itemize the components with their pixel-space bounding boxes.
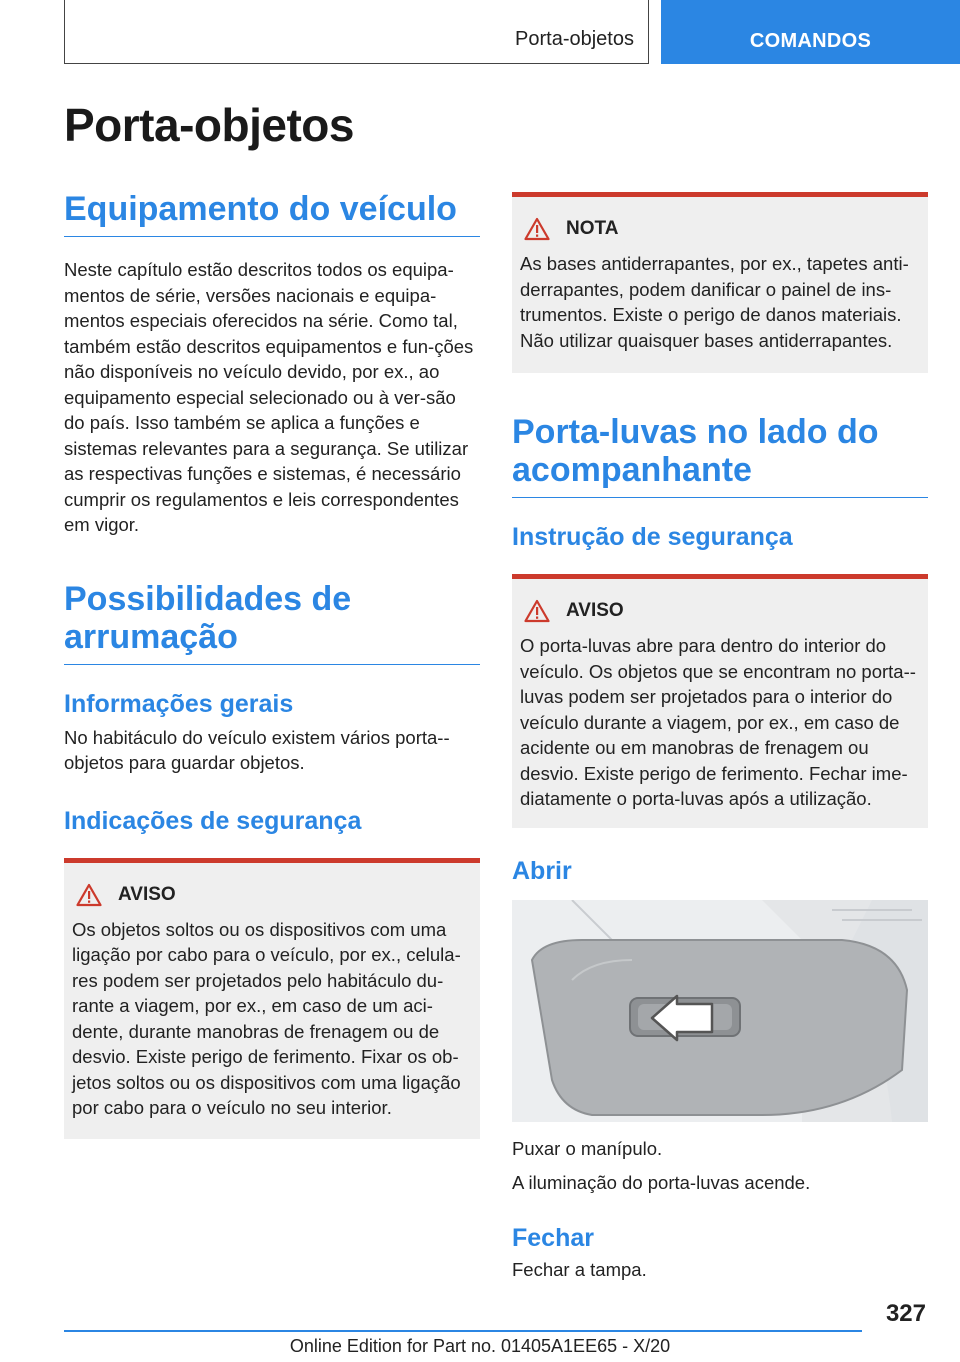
page-title: Porta-objetos [64,99,354,151]
warning-text: Os objetos soltos ou os dispositivos com uma ligação por cabo para o veículo, por ex., celula-res podem ser projetados pelo habitáculo du-rante a viagem, por ex., em caso de um aci-dente, durante manobras de frenagem ou de desvio. Existe perigo de ferimento. Fixar os ob-jetos soltos ou os dispositivos com uma ligação por cabo para o veículo no seu interior. [72,918,461,1118]
open-heading: Abrir [512,857,572,885]
warning-triangle-icon [524,599,550,623]
open-step-2: A iluminação do porta-luvas acende. [512,1171,811,1193]
footer-divider [64,1330,862,1332]
note-box [512,192,928,373]
warning-label: AVISO [118,883,176,905]
glovebox-illustration [512,900,928,1122]
open-step-1: Puxar o manípulo. [512,1138,663,1159]
safety-instruction-heading: Instrução de segurança [512,523,793,551]
footer-edition: Online Edition for Part no. 01405A1EE65 - X/20 [289,1336,671,1356]
glovebox-warning-header [520,599,920,623]
glovebox-drawing [512,900,928,1122]
right-column [512,192,928,1283]
warning-box [64,858,480,1139]
note-text: As bases antiderrapantes, por ex., tapetes anti-derrapantes, podem danificar o painel de ins-trumentos. Existe o perigo de danos materiais. Não utilizar quaisquer bases antiderrapantes. [520,253,909,351]
equipment-text: Neste capítulo estão descritos todos os equipa-mentos de série, versões nacionais e equipa-mentos especiais oferecidos na série. Como tal, também estão descritos equipamentos e fun-ções não disponíveis no veículo devido, por ex., ao equipamento especial selecionado ou à ver-são do país. Isso também se aplica a funções e sistemas relevantes para a segurança. Se utilizar as respectivas funções e sistemas, é necessário cumprir os regulamentos e leis correspondentes em vigor. [64,259,474,535]
glovebox-heading: Porta-luvas no lado do acompanhante [512,413,928,498]
close-text: Fechar a tampa. [512,1259,647,1280]
general-info-text: No habitáculo do veículo existem vários porta--objetos para guardar objetos. [64,726,450,773]
glovebox-warning-box [512,574,928,828]
note-header [520,217,920,241]
equipment-heading: Equipamento do veículo [64,190,480,237]
warning-triangle-icon [524,217,550,241]
header-section-title: Porta-objetos [515,28,634,50]
safety-heading: Indicações de segurança [64,806,362,835]
storage-heading: Possibilidades de arrumação [64,580,480,665]
warning-header [72,883,472,907]
warning-triangle-icon [76,883,102,907]
left-column [64,190,480,1139]
chapter-tab[interactable]: COMANDOS [661,0,960,64]
note-label: NOTA [566,218,619,239]
close-heading: Fechar [512,1224,594,1252]
glovebox-warning-label: AVISO [566,600,624,621]
header-box [64,0,649,64]
general-info-heading: Informações gerais [64,689,294,718]
glovebox-warning-text: O porta-luvas abre para dentro do interior do veículo. Os objetos que se encontram no porta--luvas podem ser projetados para o interior do veículo durante a viagem, por ex., em caso de acidente ou em manobras de frenagem ou desvio. Existe perigo de ferimento. Fechar ime-diatamente o porta-luvas após a utilização. [520,635,916,809]
page-number: 327 [885,1300,926,1327]
